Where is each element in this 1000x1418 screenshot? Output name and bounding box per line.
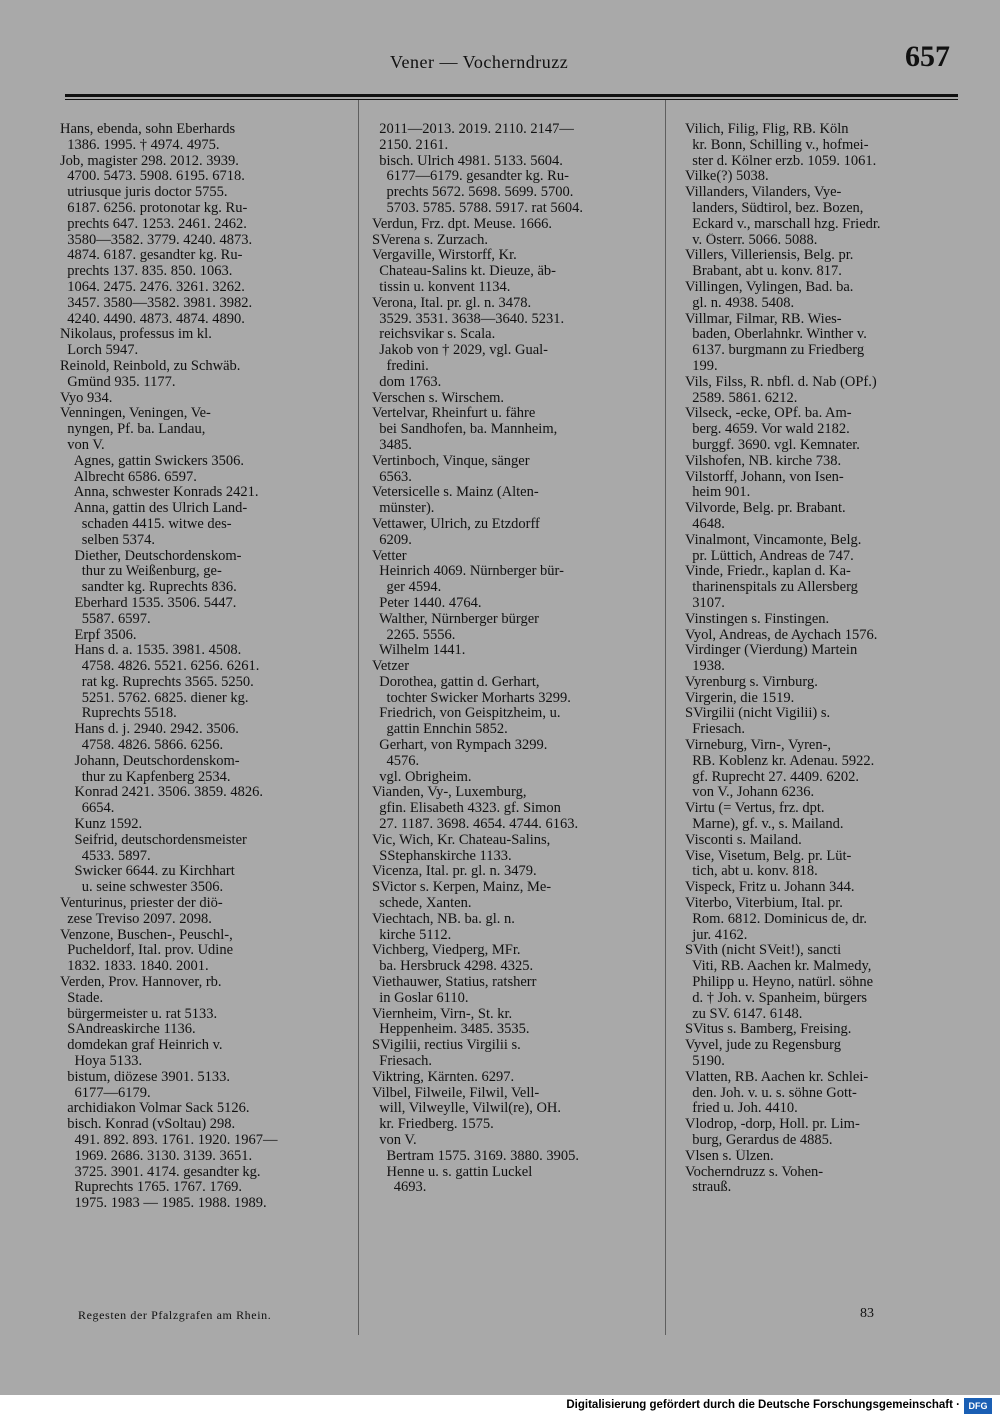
- index-entry-line: Vilseck, -ecke, OPf. ba. Am-: [685, 406, 852, 422]
- index-entry-line: Vetter: [372, 548, 407, 564]
- index-entry-line: Vilke(?) 5038.: [685, 169, 769, 185]
- index-entry-line: 199.: [685, 358, 718, 374]
- index-entry-line: schaden 4415. witwe des-: [60, 516, 232, 532]
- index-entry-line: 1064. 2475. 2476. 3261. 3262.: [60, 279, 245, 295]
- index-entry-line: Friesach.: [685, 722, 745, 738]
- index-entry-line: den. Joh. v. u. s. söhne Gott-: [685, 1085, 857, 1101]
- index-entry-line: u. seine schwester 3506.: [60, 880, 224, 896]
- index-entry-line: 3457. 3580—3582. 3981. 3982.: [60, 295, 253, 311]
- index-entry-line: münster).: [372, 501, 435, 517]
- index-entry-line: Friedrich, von Geispitzheim, u.: [372, 706, 561, 722]
- index-entry-line: Nikolaus, professus im kl.: [60, 327, 212, 343]
- index-entry-line: bisch. Konrad (vSoltau) 298.: [60, 1117, 236, 1133]
- index-entry-line: Vic, Wich, Kr. Chateau-Salins,: [372, 832, 551, 848]
- index-entry-line: Viti, RB. Aachen kr. Malmedy,: [685, 959, 872, 975]
- index-entry-line: Vergaville, Wirstorff, Kr.: [372, 248, 517, 264]
- index-entry-line: Vianden, Vy-, Luxemburg,: [372, 785, 527, 801]
- index-entry-line: Hans d. a. 1535. 3981. 4508.: [60, 643, 242, 659]
- index-entry-line: Vinstingen s. Finstingen.: [685, 611, 830, 627]
- index-entry-line: bistum, diözese 3901. 5133.: [60, 1069, 230, 1085]
- index-entry-line: Verschen s. Wirschem.: [372, 390, 505, 406]
- index-entry-line: dom 1763.: [372, 374, 442, 390]
- index-entry-line: gattin Ennchin 5852.: [372, 722, 508, 738]
- index-entry-line: gf. Ruprecht 27. 4409. 6202.: [685, 769, 859, 785]
- index-entry-line: Villingen, Vylingen, Bad. ba.: [685, 279, 854, 295]
- index-entry-line: Venningen, Veningen, Ve-: [60, 406, 211, 422]
- index-entry-line: 5190.: [685, 1054, 725, 1070]
- index-entry-line: 4758. 4826. 5866. 6256.: [60, 738, 224, 754]
- index-entry-line: 4648.: [685, 516, 725, 532]
- index-entry-line: 2011—2013. 2019. 2110. 2147—: [372, 122, 574, 137]
- index-entry-line: Vertelvar, Rheinfurt u. fähre: [372, 406, 536, 422]
- index-entry-line: Konrad 2421. 3506. 3859. 4826.: [60, 785, 263, 801]
- index-entry-line: Reinold, Reinbold, zu Schwäb.: [60, 358, 241, 374]
- index-entry-line: 3485.: [372, 437, 412, 453]
- index-entry-line: landers, Südtirol, bez. Bozen,: [685, 200, 864, 216]
- index-entry-line: 2150. 2161.: [372, 137, 449, 153]
- index-entry-line: prechts 137. 835. 850. 1063.: [60, 264, 233, 280]
- index-entry-line: 4693.: [372, 1180, 427, 1196]
- index-entry-line: domdekan graf Heinrich v.: [60, 1038, 223, 1054]
- index-entry-line: SVith (nicht SVeit!), sancti: [685, 943, 842, 959]
- index-entry-line: Anna, gattin des Ulrich Land-: [60, 501, 248, 517]
- index-entry-line: 3107.: [685, 595, 725, 611]
- index-entry-line: 2589. 5861. 6212.: [685, 390, 798, 406]
- header-rule-thin: [65, 99, 958, 100]
- index-entry-line: Gmünd 935. 1177.: [60, 374, 176, 390]
- index-entry-line: Vertinboch, Vinque, sänger: [372, 453, 530, 469]
- index-entry-line: Vettawer, Ulrich, zu Etzdorff: [372, 516, 540, 532]
- index-entry-line: 6187. 6256. protonotar kg. Ru-: [60, 200, 248, 216]
- index-entry-line: baden, Oberlahnkr. Winther v.: [685, 327, 867, 343]
- index-entry-line: Friesach.: [372, 1054, 432, 1070]
- index-entry-line: 491. 892. 893. 1761. 1920. 1967—: [60, 1133, 278, 1148]
- footer-source: Regesten der Pfalzgrafen am Rhein.: [78, 1308, 272, 1322]
- index-entry-line: rat kg. Ruprechts 3565. 5250.: [60, 674, 254, 690]
- index-entry-line: Viterbo, Viterbium, Ital. pr.: [685, 896, 843, 912]
- index-entry-line: von V.: [60, 437, 105, 453]
- index-entry-line: Vyrenburg s. Virnburg.: [685, 674, 818, 690]
- index-entry-line: Verdun, Frz. dpt. Meuse. 1666.: [372, 216, 553, 232]
- index-entry-line: strauß.: [685, 1180, 732, 1196]
- index-entry-line: berg. 4659. Vor wald 2182.: [685, 422, 850, 438]
- index-entry-line: SVirgilii (nicht Vigilii) s.: [685, 706, 831, 722]
- index-entry-line: Heppenheim. 3485. 3535.: [372, 1022, 530, 1038]
- index-entry-line: Vils, Filss, R. nbfl. d. Nab (OPf.): [685, 374, 877, 390]
- index-entry-line: pr. Lüttich, Andreas de 747.: [685, 548, 854, 564]
- index-entry-line: Eckard v., marschall hzg. Friedr.: [685, 216, 881, 232]
- index-entry-line: selben 5374.: [60, 532, 156, 548]
- index-entry-line: Visconti s. Mailand.: [685, 832, 802, 848]
- index-entry-line: Erpf 3506.: [60, 627, 137, 643]
- index-entry-line: SAndreaskirche 1136.: [60, 1022, 196, 1038]
- index-entry-line: vgl. Obrigheim.: [372, 769, 472, 785]
- index-entry-line: 6177—6179.: [60, 1085, 151, 1101]
- index-entry-line: burg, Gerardus de 4885.: [685, 1133, 833, 1148]
- index-entry-line: Vetersicelle s. Mainz (Alten-: [372, 485, 539, 501]
- index-entry-line: 4874. 6187. gesandter kg. Ru-: [60, 248, 243, 264]
- index-entry-line: SVitus s. Bamberg, Freising.: [685, 1022, 852, 1038]
- index-entry-line: archidiakon Volmar Sack 5126.: [60, 1101, 250, 1117]
- index-entry-line: Vlatten, RB. Aachen kr. Schlei-: [685, 1069, 869, 1085]
- index-entry-line: SVigilii, rectius Virgilii s.: [372, 1038, 521, 1054]
- index-entry-line: Pucheldorf, Ital. prov. Udine: [60, 943, 234, 959]
- index-entry-line: gl. n. 4938. 5408.: [685, 295, 795, 311]
- index-entry-line: v. Österr. 5066. 5088.: [685, 232, 818, 248]
- index-entry-line: ster d. Kölner erzb. 1059. 1061.: [685, 153, 877, 169]
- index-entry-line: Vilstorff, Johann, von Isen-: [685, 469, 844, 485]
- index-entry-line: 3725. 3901. 4174. gesandter kg.: [60, 1164, 261, 1180]
- index-entry-line: 4576.: [372, 753, 420, 769]
- index-entry-line: will, Vilweylle, Vilwil(re), OH.: [372, 1101, 562, 1117]
- index-entry-line: prechts 647. 1253. 2461. 2462.: [60, 216, 247, 232]
- index-entry-line: Venzone, Buschen-, Peuschl-,: [60, 927, 233, 943]
- index-entry-line: Virdinger (Vierdung) Martein: [685, 643, 858, 659]
- index-entry-line: Vyvel, jude zu Regensburg: [685, 1038, 841, 1054]
- index-entry-line: Vichberg, Viedperg, MFr.: [372, 943, 521, 959]
- index-entry-line: Viernheim, Virn-, St. kr.: [372, 1006, 513, 1022]
- index-entry-line: Vinalmont, Vincamonte, Belg.: [685, 532, 862, 548]
- index-entry-line: Vlsen s. Ülzen.: [685, 1148, 774, 1164]
- index-entry-line: bürgermeister u. rat 5133.: [60, 1006, 218, 1022]
- index-entry-line: 6137. burgmann zu Friedberg: [685, 343, 865, 359]
- column-divider: [358, 100, 359, 1335]
- index-entry-line: kr. Friedberg. 1575.: [372, 1117, 494, 1133]
- index-entry-line: ger 4594.: [372, 580, 442, 596]
- index-entry-line: tich, abt u. konv. 818.: [685, 864, 818, 880]
- index-entry-line: Vetzer: [372, 659, 410, 675]
- index-entry-line: Johann, Deutschordenskom-: [60, 753, 240, 769]
- index-entry-line: tissin u. konvent 1134.: [372, 279, 511, 295]
- index-entry-line: 1386. 1995. † 4974. 4975.: [60, 137, 220, 153]
- index-entry-line: 5251. 5762. 6825. diener kg.: [60, 690, 249, 706]
- funding-banner: [0, 1395, 1000, 1418]
- index-entry-line: kr. Bonn, Schilling v., hofmei-: [685, 137, 869, 153]
- index-entry-line: 5703. 5785. 5788. 5917. rat 5604.: [372, 200, 584, 216]
- index-entry-line: Heinrich 4069. Nürnberger bür-: [372, 564, 564, 580]
- index-entry-line: kirche 5112.: [372, 927, 452, 943]
- index-entry-line: 1832. 1833. 1840. 2001.: [60, 959, 209, 975]
- footer-page-number: 83: [860, 1306, 874, 1321]
- index-entry-line: schede, Xanten.: [372, 896, 472, 912]
- header-title: Vener — Vocherndruzz: [390, 52, 569, 72]
- index-entry-line: nyngen, Pf. ba. Landau,: [60, 422, 206, 438]
- index-entry-line: gfin. Elisabeth 4323. gf. Simon: [372, 801, 561, 817]
- index-entry-line: zese Treviso 2097. 2098.: [60, 911, 212, 927]
- index-entry-line: d. † Joh. v. Spanheim, bürgers: [685, 990, 868, 1006]
- index-entry-line: Viethauwer, Statius, ratsherr: [372, 975, 537, 991]
- index-entry-line: Villanders, Vilanders, Vye-: [685, 185, 842, 201]
- index-entry-line: Villmar, Filmar, RB. Wies-: [685, 311, 842, 327]
- index-entry-line: 3580—3582. 3779. 4240. 4873.: [60, 232, 253, 248]
- index-entry-line: Anna, schwester Konrads 2421.: [60, 485, 259, 501]
- index-entry-line: 27. 1187. 3698. 4654. 4744. 6163.: [372, 817, 579, 833]
- index-column-3: [685, 122, 957, 1196]
- header-rule: [65, 94, 958, 97]
- index-entry-line: Viktring, Kärnten. 6297.: [372, 1069, 515, 1085]
- index-entry-line: Peter 1440. 4764.: [372, 595, 482, 611]
- index-entry-line: RB. Koblenz kr. Adenau. 5922.: [685, 753, 875, 769]
- index-entry-line: 5587. 6597.: [60, 611, 151, 627]
- index-entry-line: Diether, Deutschordenskom-: [60, 548, 242, 564]
- index-entry-line: 1975. 1983 — 1985. 1988. 1989.: [60, 1196, 267, 1212]
- index-entry-line: Rom. 6812. Dominicus de, dr.: [685, 911, 868, 927]
- index-entry-line: 4758. 4826. 5521. 6256. 6261.: [60, 659, 260, 675]
- index-entry-line: Villers, Villeriensis, Belg. pr.: [685, 248, 854, 264]
- dfg-logo: DFG: [964, 1398, 992, 1414]
- index-entry-line: Vinde, Friedr., kaplan d. Ka-: [685, 564, 851, 580]
- index-entry-line: 2265. 5556.: [372, 627, 456, 643]
- index-entry-line: Seifrid, deutschordensmeister: [60, 832, 247, 848]
- index-entry-line: Verden, Prov. Hannover, rb.: [60, 975, 222, 991]
- index-entry-line: Swicker 6644. zu Kirchhart: [60, 864, 235, 880]
- index-entry-line: Chateau-Salins kt. Dieuze, äb-: [372, 264, 557, 280]
- index-entry-line: reichsvikar s. Scala.: [372, 327, 496, 343]
- index-entry-line: Walther, Nürnberger bürger: [372, 611, 539, 627]
- index-entry-line: in Goslar 6110.: [372, 990, 469, 1006]
- index-entry-line: Wilhelm 1441.: [372, 643, 466, 659]
- index-entry-line: von V., Johann 6236.: [685, 785, 815, 801]
- index-entry-line: tochter Swicker Morharts 3299.: [372, 690, 571, 706]
- index-entry-line: bei Sandhofen, ba. Mannheim,: [372, 422, 558, 438]
- index-entry-line: Jakob von † 2029, vgl. Gual-: [372, 343, 548, 359]
- index-entry-line: 6177—6179. gesandter kg. Ru-: [372, 169, 569, 185]
- index-entry-line: Verona, Ital. pr. gl. n. 3478.: [372, 295, 532, 311]
- index-entry-line: 3529. 3531. 3638—3640. 5231.: [372, 311, 565, 327]
- index-entry-line: Agnes, gattin Swickers 3506.: [60, 453, 245, 469]
- index-entry-line: Virgerin, die 1519.: [685, 690, 795, 706]
- index-entry-line: thur zu Weißenburg, ge-: [60, 564, 222, 580]
- index-entry-line: Vilich, Filig, Flig, RB. Köln: [685, 122, 849, 137]
- index-entry-line: ba. Hersbruck 4298. 4325.: [372, 959, 534, 975]
- index-entry-line: Lorch 5947.: [60, 343, 139, 359]
- index-entry-line: Vise, Visetum, Belg. pr. Lüt-: [685, 848, 852, 864]
- index-entry-line: 6209.: [372, 532, 412, 548]
- index-entry-line: Virneburg, Virn-, Vyren-,: [685, 738, 832, 754]
- index-entry-line: SStephanskirche 1133.: [372, 848, 512, 864]
- index-entry-line: bisch. Ulrich 4981. 5133. 5604.: [372, 153, 563, 169]
- index-entry-line: Hoya 5133.: [60, 1054, 143, 1070]
- index-entry-line: Albrecht 6586. 6597.: [60, 469, 197, 485]
- index-entry-line: Eberhard 1535. 3506. 5447.: [60, 595, 237, 611]
- index-entry-line: Kunz 1592.: [60, 817, 143, 833]
- index-entry-line: zu SV. 6147. 6148.: [685, 1006, 803, 1022]
- index-entry-line: Bertram 1575. 3169. 3880. 3905.: [372, 1148, 580, 1164]
- index-entry-line: Vlodrop, -dorp, Holl. pr. Lim-: [685, 1117, 860, 1133]
- index-entry-line: heim 901.: [685, 485, 751, 501]
- index-entry-line: Brabant, abt u. konv. 817.: [685, 264, 842, 280]
- index-entry-line: prechts 5672. 5698. 5699. 5700.: [372, 185, 574, 201]
- index-entry-line: jur. 4162.: [685, 927, 748, 943]
- index-entry-line: Marne), gf. v., s. Mailand.: [685, 817, 844, 833]
- index-entry-line: Vispeck, Fritz u. Johann 344.: [685, 880, 855, 896]
- index-entry-line: 4700. 5473. 5908. 6195. 6718.: [60, 169, 245, 185]
- index-entry-line: sandter kg. Ruprechts 836.: [60, 580, 237, 596]
- page-number: 657: [905, 40, 950, 73]
- index-entry-line: Vocherndruzz s. Vohen-: [685, 1164, 824, 1180]
- index-entry-line: Vilvorde, Belg. pr. Brabant.: [685, 501, 846, 517]
- index-entry-line: Vilbel, Filweile, Filwil, Vell-: [372, 1085, 540, 1101]
- index-entry-line: 6563.: [372, 469, 412, 485]
- index-entry-line: tharinenspitals zu Allersberg: [685, 580, 858, 596]
- index-entry-line: 1938.: [685, 659, 725, 675]
- index-entry-line: Hans, ebenda, sohn Eberhards: [60, 122, 236, 137]
- column-divider: [665, 100, 666, 1335]
- index-entry-line: Vicenza, Ital. pr. gl. n. 3479.: [372, 864, 537, 880]
- index-entry-line: Vyo 934.: [60, 390, 113, 406]
- index-entry-line: Viechtach, NB. ba. gl. n.: [372, 911, 515, 927]
- index-entry-line: Stade.: [60, 990, 104, 1006]
- index-entry-line: burggf. 3690. vgl. Kemnater.: [685, 437, 860, 453]
- index-entry-line: Vilshofen, NB. kirche 738.: [685, 453, 842, 469]
- index-entry-line: utriusque juris doctor 5755.: [60, 185, 228, 201]
- index-entry-line: 4240. 4490. 4873. 4874. 4890.: [60, 311, 245, 327]
- index-entry-line: thur zu Kapfenberg 2534.: [60, 769, 231, 785]
- index-entry-line: Hans d. j. 2940. 2942. 3506.: [60, 722, 239, 738]
- index-entry-line: Gerhart, von Rympach 3299.: [372, 738, 548, 754]
- index-entry-line: Ruprechts 5518.: [60, 706, 177, 722]
- index-column-2: [372, 122, 652, 1196]
- index-entry-line: 1969. 2686. 3130. 3139. 3651.: [60, 1148, 253, 1164]
- index-entry-line: SVerena s. Zurzach.: [372, 232, 488, 248]
- index-entry-line: von V.: [372, 1133, 417, 1148]
- index-entry-line: fredini.: [372, 358, 429, 374]
- funding-text: Digitalisierung gefördert durch die Deutsche Forschungsgemeinschaft ·: [566, 1399, 960, 1411]
- index-entry-line: Ruprechts 1765. 1767. 1769.: [60, 1180, 243, 1196]
- index-entry-line: Vyol, Andreas, de Aychach 1576.: [685, 627, 878, 643]
- index-entry-line: SVictor s. Kerpen, Mainz, Me-: [372, 880, 552, 896]
- index-entry-line: Job, magister 298. 2012. 3939.: [60, 153, 239, 169]
- index-entry-line: 4533. 5897.: [60, 848, 151, 864]
- index-entry-line: fried u. Joh. 4410.: [685, 1101, 798, 1117]
- index-entry-line: Dorothea, gattin d. Gerhart,: [372, 674, 540, 690]
- index-entry-line: Venturinus, priester der diö-: [60, 896, 223, 912]
- index-entry-line: Virtu (= Vertus, frz. dpt.: [685, 801, 825, 817]
- index-entry-line: Henne u. s. gattin Luckel: [372, 1164, 533, 1180]
- index-entry-line: 6654.: [60, 801, 115, 817]
- index-entry-line: Philipp u. Heyno, natürl. söhne: [685, 975, 874, 991]
- index-column-1: [60, 122, 340, 1212]
